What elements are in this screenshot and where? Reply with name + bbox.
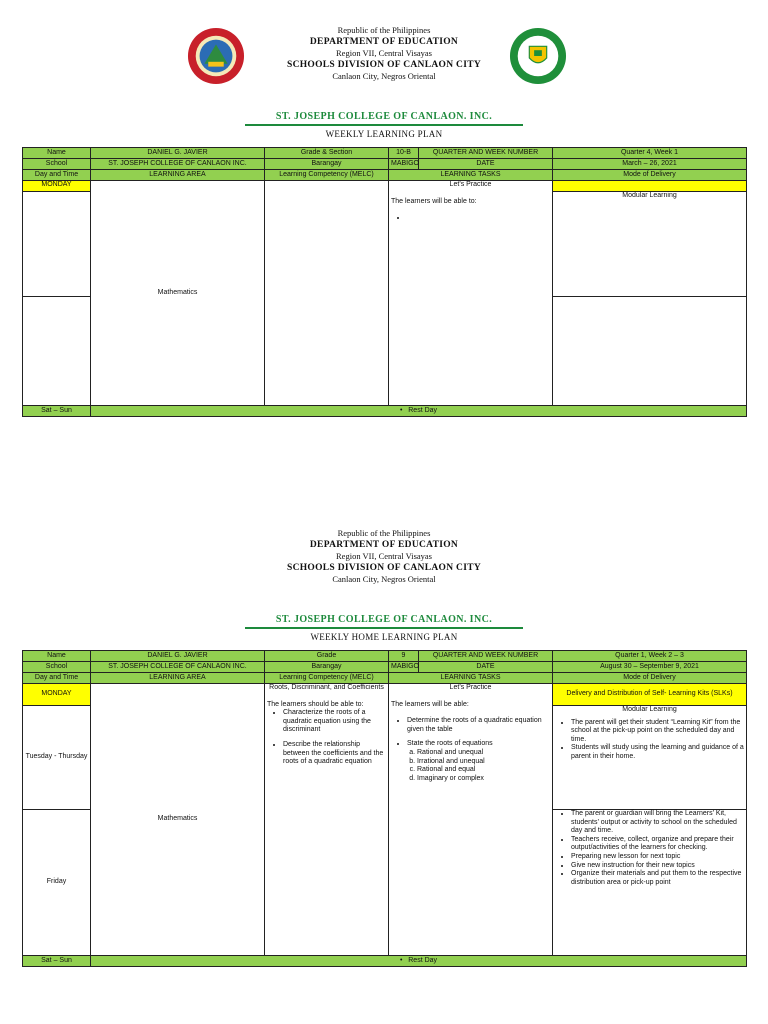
- subject-text: Mathematics: [157, 815, 198, 823]
- list-item: [407, 214, 550, 223]
- letterhead: [22, 25, 746, 105]
- school-label: School: [23, 662, 91, 673]
- date-value: March – 26, 2021: [553, 159, 747, 170]
- learning-area-label: LEARNING AREA: [91, 673, 265, 684]
- rest-day-cell: • Rest Day: [91, 956, 747, 967]
- list-item: • Characterize the roots of a quadratic equation using the discriminant: [283, 709, 386, 735]
- day-time-label: Day and Time: [23, 673, 91, 684]
- list-item: c. Rational and equal: [417, 766, 550, 775]
- list-item: a. Rational and unequal: [417, 749, 550, 758]
- rest-day-cell: • Rest Day: [91, 406, 747, 417]
- mode-label: Mode of Delivery: [553, 170, 747, 181]
- republic-line: Republic of the Philippines: [337, 528, 431, 538]
- learners-should-text: The learners should be able to:: [267, 700, 364, 708]
- school-title: ST. JOSEPH COLLEGE OF CANLAON. INC.: [275, 111, 493, 122]
- competency-cell: [265, 684, 389, 956]
- date-label: DATE: [419, 159, 553, 170]
- list-item: d. Imaginary or complex: [417, 775, 550, 784]
- list-item: • Determine the roots of a quadratic equation given the table: [407, 717, 550, 734]
- barangay-label: Barangay: [265, 662, 389, 673]
- division-line: SCHOOLS DIVISION OF CANLAON CITY: [286, 562, 481, 573]
- sub-task-list: [391, 749, 550, 783]
- monday-cell: MONDAY: [23, 684, 91, 706]
- grade-label: Grade & Section: [265, 148, 389, 159]
- quarter-value: Quarter 1, Week 2 – 3: [553, 651, 747, 662]
- list-item: • The parent or guardian will bring the Learners’ Kit, students’ output or activity to school on the scheduled day and time.: [571, 810, 744, 836]
- grade-label: Grade: [265, 651, 389, 662]
- day-time-label: Day and Time: [23, 170, 91, 181]
- rest-day-text: Rest Day: [408, 956, 438, 964]
- list-item: • Preparing new lesson for next topic: [571, 853, 744, 862]
- competency-label: Learning Competency (MELC): [265, 673, 389, 684]
- mode-cell: [553, 192, 747, 297]
- weekly-learning-plan: [22, 25, 746, 417]
- competency-list: [267, 709, 386, 767]
- day-cell: [23, 192, 91, 297]
- learners-will-text: The learners will be able:: [391, 700, 469, 708]
- region-line: Region VII, Central Visayas: [336, 551, 432, 561]
- delivery-cell: Delivery and Distribution of Self- Learning Kits (SLKs): [553, 684, 747, 706]
- list-item: b. Irrational and unequal: [417, 758, 550, 767]
- learning-tasks-label: LEARNING TASKS: [389, 170, 553, 181]
- list-item: • The parent will get their student “Learning Kit” from the school at the pick-up point on the scheduled day and time.: [571, 719, 744, 745]
- modular-text: Modular Learning: [622, 706, 677, 713]
- grade-value: 9: [389, 651, 419, 662]
- school-title: ST. JOSEPH COLLEGE OF CANLAON. INC.: [275, 614, 493, 625]
- tue-thu-cell: Tuesday - Thursday: [23, 706, 91, 810]
- sat-sun-label: Sat – Sun: [23, 956, 91, 967]
- competency-label: Learning Competency (MELC): [265, 170, 389, 181]
- rest-day-text: Rest Day: [408, 406, 438, 414]
- mode-highlight-cell: [553, 181, 747, 192]
- friday-cell: Friday: [23, 810, 91, 956]
- school-value: ST. JOSEPH COLLEGE OF CANLAON INC.: [91, 662, 265, 673]
- barangay-value: MABIGO: [389, 662, 419, 673]
- modular-text: Modular Learning: [622, 192, 677, 199]
- date-label: DATE: [419, 662, 553, 673]
- quarter-label: QUARTER AND WEEK NUMBER: [419, 651, 553, 662]
- quarter-label: QUARTER AND WEEK NUMBER: [419, 148, 553, 159]
- name-label: Name: [23, 148, 91, 159]
- learning-area-cell: [91, 181, 265, 406]
- learning-tasks-cell: [389, 684, 553, 956]
- list-item: • Teachers receive, collect, organize and prepare their output/activities of the learners for checking.: [571, 836, 744, 853]
- task-list: [391, 214, 550, 223]
- barangay-label: Barangay: [265, 159, 389, 170]
- list-item: • Give new instruction for their new topics: [571, 862, 744, 871]
- republic-line: Republic of the Philippines: [337, 25, 431, 35]
- mode-list: [555, 719, 744, 762]
- title-divider: [245, 627, 523, 629]
- task-list: [391, 717, 550, 749]
- plan-title: WEEKLY LEARNING PLAN: [325, 129, 443, 139]
- mode-cell: [553, 297, 747, 406]
- letterhead: [22, 528, 746, 608]
- competency-cell: [265, 181, 389, 406]
- list-item: • Students will study using the learning and guidance of a parent in their home.: [571, 744, 744, 761]
- name-label: Name: [23, 651, 91, 662]
- school-value: ST. JOSEPH COLLEGE OF CANLAON INC.: [91, 159, 265, 170]
- subject-text: Mathematics: [157, 288, 198, 296]
- city-line: Canlaon City, Negros Oriental: [332, 71, 436, 81]
- learning-area-label: LEARNING AREA: [91, 170, 265, 181]
- name-value: DANIEL G. JAVIER: [91, 148, 265, 159]
- mode-cell: [553, 810, 747, 956]
- school-label: School: [23, 159, 91, 170]
- learners-will-text: The learners will be able to:: [391, 197, 477, 205]
- mode-cell: [553, 706, 747, 810]
- day-cell: [23, 297, 91, 406]
- sat-sun-label: Sat – Sun: [23, 406, 91, 417]
- plan-title: WEEKLY HOME LEARNING PLAN: [310, 632, 458, 642]
- plan-table: [22, 147, 747, 417]
- date-value: August 30 – September 9, 2021: [553, 662, 747, 673]
- mode-list: [555, 810, 744, 887]
- list-item: • State the roots of equations: [407, 740, 550, 749]
- department-line: DEPARTMENT OF EDUCATION: [309, 36, 459, 47]
- grade-value: 10-B: [389, 148, 419, 159]
- division-line: SCHOOLS DIVISION OF CANLAON CITY: [286, 59, 481, 70]
- list-item: • Organize their materials and put them to the respective distribution area or pick-up point: [571, 870, 744, 887]
- learning-area-cell: [91, 684, 265, 956]
- name-value: DANIEL G. JAVIER: [91, 651, 265, 662]
- region-line: Region VII, Central Visayas: [336, 48, 432, 58]
- barangay-value: MABIGO: [389, 159, 419, 170]
- canlaon-division-seal-icon: [187, 27, 245, 85]
- title-divider: [245, 124, 523, 126]
- competency-title: Roots, Discriminant, and Coefficients: [269, 684, 384, 691]
- lets-practice: Let’s Practice: [449, 684, 492, 691]
- learning-tasks-label: LEARNING TASKS: [389, 673, 553, 684]
- list-item: • Describe the relationship between the coefficients and the roots of a quadratic equation: [283, 741, 386, 767]
- lets-practice: Let’s Practice: [449, 181, 492, 188]
- plan-table: [22, 650, 747, 967]
- department-line: DEPARTMENT OF EDUCATION: [309, 539, 459, 550]
- school-seal-icon: [509, 27, 567, 85]
- learning-tasks-cell: [389, 181, 553, 406]
- mode-label: Mode of Delivery: [553, 673, 747, 684]
- city-line: Canlaon City, Negros Oriental: [332, 574, 436, 584]
- monday-cell: MONDAY: [23, 181, 91, 192]
- weekly-home-learning-plan: [22, 528, 746, 967]
- quarter-value: Quarter 4, Week 1: [553, 148, 747, 159]
